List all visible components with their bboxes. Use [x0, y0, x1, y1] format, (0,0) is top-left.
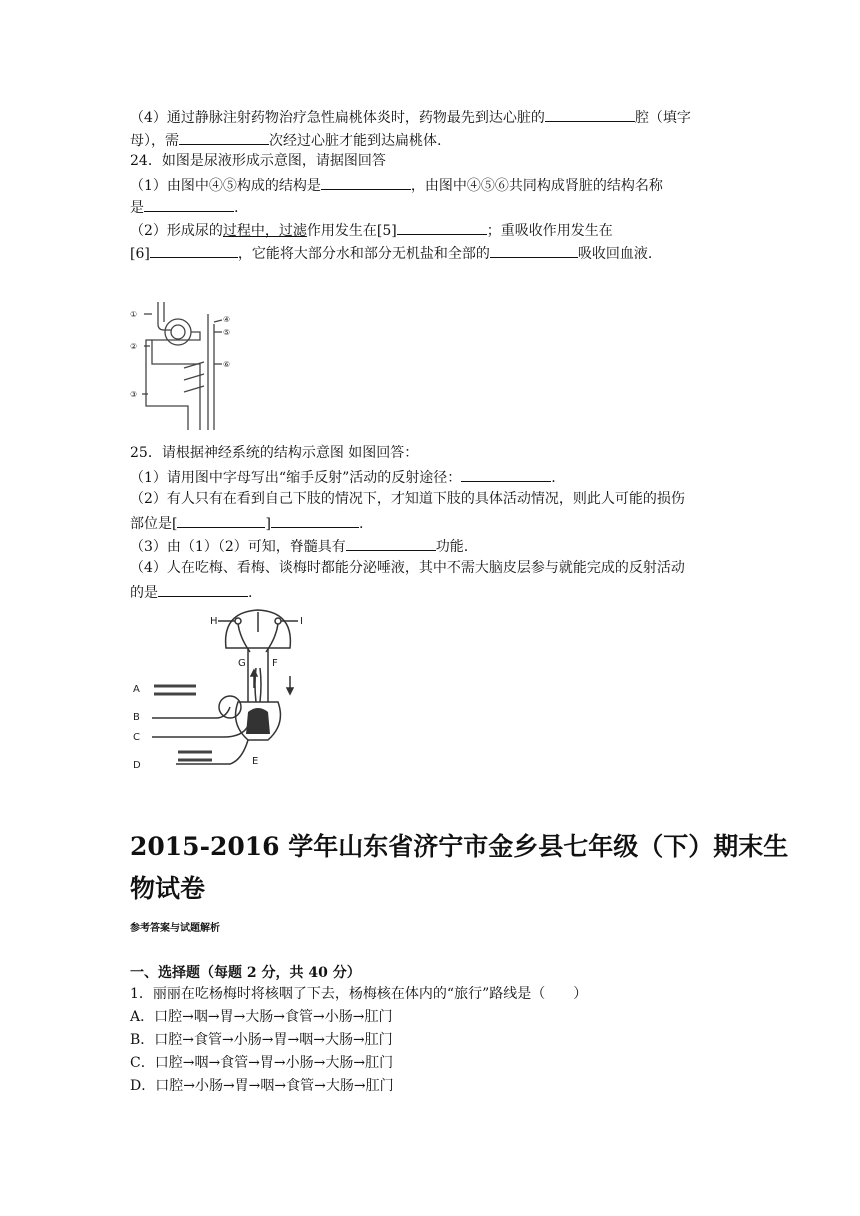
- question-1: 1．丽丽在吃杨梅时将核咽了下去，杨梅核在体内的“旅行”路线是（ ）: [130, 986, 588, 1002]
- q23-text: 母），需: [130, 133, 179, 149]
- nephron-label-5: ⑤: [223, 328, 231, 337]
- q24-text: .: [234, 200, 239, 216]
- answer-blank[interactable]: [158, 582, 248, 597]
- q23-text: 腔（填字: [634, 110, 691, 126]
- answer-title-line-1: 2015-2016 学年山东省济宁市金乡县七年级（下）期末生: [130, 832, 789, 861]
- nervous-system-diagram: [130, 604, 350, 776]
- q25-text: .: [551, 470, 556, 486]
- section-heading: 一、选择题（每题 2 分，共 40 分）: [130, 965, 361, 981]
- q24-text: [6]: [130, 246, 150, 262]
- q25-text: .: [358, 516, 364, 532]
- q25-part-4-cont: [130, 582, 252, 602]
- q25-text: ]: [265, 516, 271, 532]
- answer-blank[interactable]: [346, 536, 436, 551]
- q25-text: 的是: [130, 585, 158, 601]
- q24-text: 作用发生在[5]: [306, 223, 397, 239]
- diagram-label-i: I: [300, 616, 303, 627]
- q25-text: .: [248, 585, 253, 601]
- q25-part-4: （4）人在吃梅、看梅、谈梅时都能分泌唾液，其中不需大脑皮层参与就能完成的反射活动: [130, 560, 685, 576]
- answer-blank[interactable]: [271, 513, 359, 528]
- q25-part-2: （2）有人只有在看到自己下肢的情况下，才知道下肢的具体活动情况，则此人可能的损伤: [130, 491, 685, 507]
- nephron-diagram: [128, 294, 238, 436]
- q25-text: （1）请用图中字母写出“缩手反射”活动的反射途径：: [130, 470, 462, 486]
- q23-text: （4）通过静脉注射药物治疗急性扁桃体炎时，药物最先到达心脏的: [130, 110, 545, 126]
- q25-text: （3）由（1）（2）可知，脊髓具有: [130, 539, 346, 555]
- answer-blank[interactable]: [321, 175, 411, 190]
- q24-text: （2）形成尿的: [130, 223, 223, 239]
- answer-blank[interactable]: [150, 243, 238, 258]
- q23-text: 次经过心脏才能到达扁桃体.: [269, 133, 442, 149]
- option-d: D．口腔→小肠→胃→咽→食管→大肠→肛门: [130, 1078, 394, 1094]
- answer-subtitle: 参考答案与试题解析: [130, 923, 220, 934]
- q25-text: 部位是[: [130, 516, 178, 532]
- diagram-label-c: C: [133, 732, 140, 743]
- answer-blank[interactable]: [397, 220, 487, 235]
- nephron-label-3: ③: [130, 390, 138, 399]
- q24-title: 24．如图是尿液形成示意图，请据图回答: [130, 153, 386, 169]
- q25-title: 25．请根据神经系统的结构示意图 如图回答：: [130, 445, 419, 461]
- answer-blank[interactable]: [179, 130, 269, 145]
- q25-part-2-cont: [130, 513, 363, 533]
- answer-blank[interactable]: [490, 243, 578, 258]
- diagram-label-g: G: [238, 658, 246, 669]
- q25-part-1: [130, 467, 556, 487]
- diagram-label-e: E: [252, 756, 259, 767]
- q24-text: ，由图中④⑤⑥共同构成肾脏的结构名称: [410, 178, 663, 194]
- q25-part-3: [130, 536, 468, 556]
- q24-underlined-text: 过程中，过滤: [222, 223, 307, 239]
- q24-part-2: [130, 220, 613, 240]
- q23-line-4-cont: [130, 130, 441, 150]
- q24-text: 是: [130, 200, 144, 216]
- option-b: B．口腔→食管→小肠→胃→咽→大肠→肛门: [130, 1032, 393, 1048]
- answer-blank[interactable]: [144, 197, 234, 212]
- diagram-label-h: H: [210, 616, 218, 627]
- q24-part-2-cont: [130, 243, 652, 263]
- q25-text: 功能.: [435, 539, 469, 555]
- diagram-label-a: A: [133, 684, 140, 695]
- q24-text: 吸收回血液.: [577, 246, 653, 262]
- answer-blank[interactable]: [177, 513, 265, 528]
- nephron-label-1: ①: [130, 310, 138, 319]
- q24-part-1-cont: [130, 197, 238, 217]
- q24-text: ，它能将大部分水和部分无机盐和全部的: [237, 246, 490, 262]
- q23-line-4: [130, 107, 691, 127]
- answer-blank[interactable]: [545, 107, 635, 122]
- diagram-label-f: F: [272, 658, 278, 669]
- q24-text: （1）由图中④⑤构成的结构是: [130, 178, 321, 194]
- nephron-label-2: ②: [130, 342, 138, 351]
- nephron-label-6: ⑥: [223, 360, 231, 369]
- answer-blank[interactable]: [461, 467, 551, 482]
- diagram-label-d: D: [133, 760, 141, 771]
- option-c: C．口腔→咽→食管→胃→小肠→大肠→肛门: [130, 1055, 394, 1071]
- diagram-label-b: B: [133, 712, 140, 723]
- option-a: A．口腔→咽→胃→大肠→食管→小肠→肛门: [130, 1009, 393, 1025]
- q24-text: ；重吸收作用发生在: [486, 223, 613, 239]
- nephron-label-4: ④: [223, 315, 231, 324]
- q24-part-1: [130, 175, 663, 195]
- answer-title-line-2: 物试卷: [130, 874, 206, 903]
